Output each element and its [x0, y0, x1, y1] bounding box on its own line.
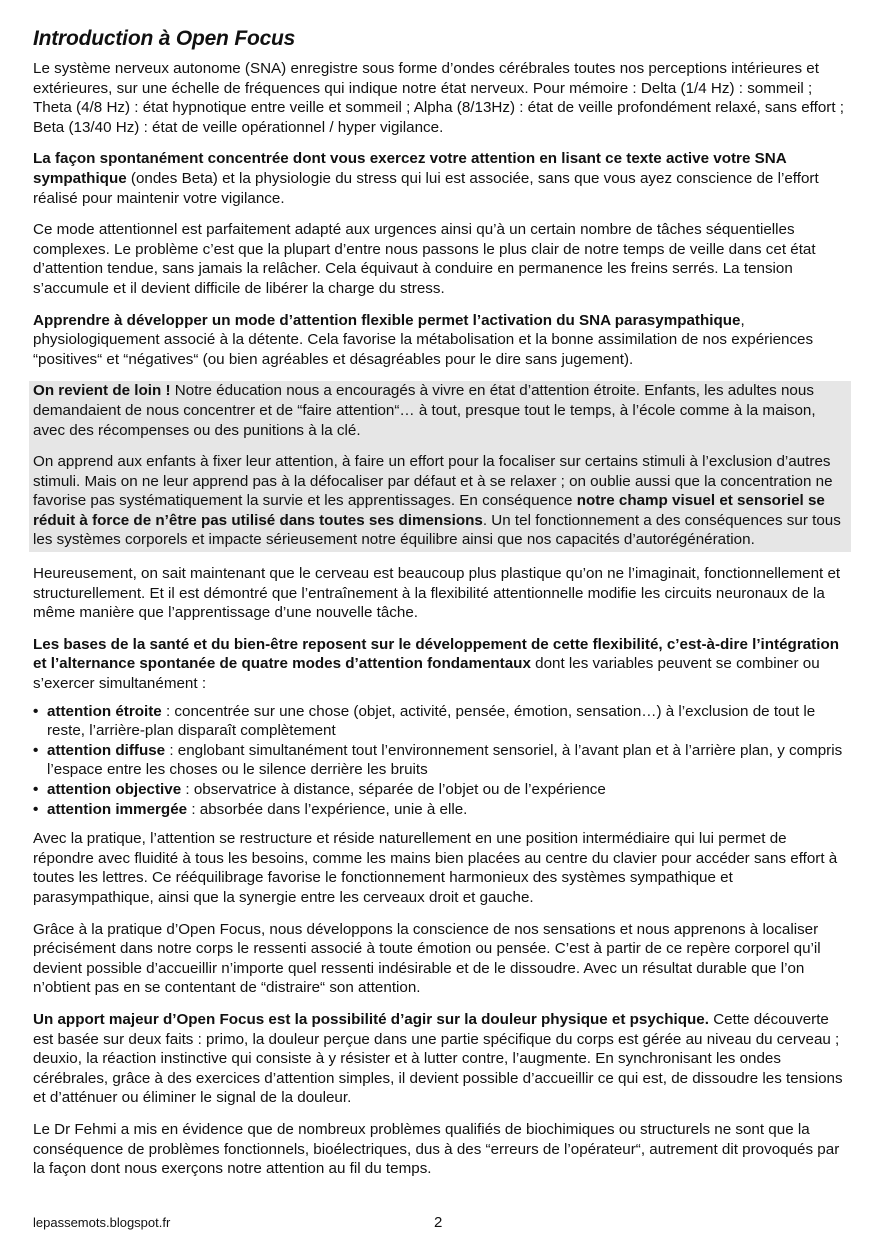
paragraph-sympathique — [33, 149, 851, 208]
shaded-background — [29, 381, 851, 552]
bullet-term: attention étroite — [47, 702, 162, 720]
paragraph-open-focus: Grâce à la pratique d’Open Focus, nous développons la conscience de nos sensations et nous apprenons à localiser précisément dans notre corps le ressenti associé à toute émotion ou pensée. C’est à partir de ce repère corporel qu’il devient possible d’accueillir n’importe quel ressenti indésirable et de le dissoudre. Avec un résultat durable que l’on n’obtient pas en se contentant de “distraire“ son attention. — [33, 920, 821, 997]
list-item — [33, 741, 851, 780]
footer-site: lepassemots.blogspot.fr — [33, 1215, 171, 1230]
paragraph-text: dont les variables peuvent se combiner ou s’exercer simultanément : — [33, 655, 820, 693]
document-page — [33, 27, 851, 1191]
bullet-desc: : englobant simultanément tout l’environnement sensoriel, à l’avant plan et à l’arrière plan, y compris l’espace entre les choses ou le silence derrière les bruits — [47, 741, 843, 779]
list-item — [33, 800, 851, 820]
paragraph-enfants — [33, 452, 851, 552]
paragraph-mode-attentionnel: Ce mode attentionnel est parfaitement adapté aux urgences ainsi qu’à un certain nombre de tâches séquentielles complexes. Le problème c’est que la plupart d’entre nous passons le plus clair de notre temps de veille dans cet état d’attention tendue, sans jamais la relâcher. Cela équivaut à conduire en permanence les freins serrés. La tension s’accumule et il devient difficile de libérer la charge du stress. — [33, 221, 816, 297]
list-item — [33, 780, 851, 800]
bullet-desc: : concentrée sur une chose (objet, activité, pensée, émotion, sensation…) à l’exclusion de tout le reste, l’arrière-plan disparaît complètement — [47, 702, 816, 740]
list-item — [33, 702, 851, 741]
page-number: 2 — [434, 1214, 443, 1231]
bold-text: notre champ visuel et sensoriel se réduit à force de n’être pas utilisé dans toutes ses dimensions — [33, 492, 825, 529]
bullet-term: attention objective — [47, 781, 182, 798]
bullet-desc: : absorbée dans l’expérience, unie à elle. — [187, 800, 468, 818]
paragraph-text: (ondes Beta) et la physiologie du stress qui lui est associée, sans que vous ayez conscience de l’effort réalisé pour maintenir votre vigilance. — [33, 169, 819, 207]
bold-text: Apprendre à développer un mode d’attention flexible permet l’activation du SNA parasympathique — [33, 311, 741, 329]
paragraph-text: , physiologiquement associé à la détente. Cela favorise la métabolisation et la bonne assimilation de nos expériences “positives“ et “négatives“ (ou bien agréables et désagréables pour le dire sans jugement). — [33, 311, 814, 368]
bullet-term: attention diffuse — [47, 741, 166, 759]
bold-text: Un apport majeur d’Open Focus est la possibilité d’agir sur la douleur physique et psychique. — [33, 1010, 709, 1028]
bullet-term: attention immergée — [47, 800, 188, 818]
bold-text: On revient de loin ! — [33, 382, 171, 400]
bullet-desc: : observatrice à distance, séparée de l’objet ou de l’expérience — [181, 781, 606, 798]
paragraph-plasticite: Heureusement, on sait maintenant que le cerveau est beaucoup plus plastique qu’on ne l’imaginait, fonctionnellement et structurellement. Et il est démontré que l’entraînement à la flexibilité attentionnelle modifie les circuits neuronaux de la même manière que l’apprentissage d’une nouvelle tâche. — [33, 565, 841, 622]
paragraph-bases-sante — [33, 635, 851, 694]
paragraph-sna: Le système nerveux autonome (SNA) enregistre sous forme d’ondes cérébrales toutes nos perceptions intérieures et extérieures, sur une échelle de fréquences qui indique notre état nerveux. Pour mémoire : Delta (1/4 Hz) : sommeil ; Theta (4/8 Hz) : état hypnotique entre veille et sommeil ; Alpha (8/13Hz) : état de veille profondément relaxé, sans effort ; Beta (13/40 Hz) : état de veille opérationnel / hyper vigilance. — [33, 60, 844, 136]
paragraph-parasympathique — [33, 311, 851, 370]
paragraph-education — [33, 381, 851, 452]
paragraph-pratique: Avec la pratique, l’attention se restructure et réside naturellement en une position intermédiaire qui lui permet de répondre avec fluidité à tous les besoins, comme les mains bien placées au centre du clavier pour accéder sans effort à toutes les lettres. Ce rééquilibrage favorise le fonctionnement harmonieux des systèmes sympathique et parasympathique, ainsi que la synergie entre les cerveaux droit et gauche. — [33, 830, 838, 906]
attention-modes-list — [33, 702, 851, 820]
paragraph-text: Notre éducation nous a encouragés à vivre en état d’attention étroite. Enfants, les adultes nous demandaient de nous concentrer et de “faire attention“… à tout, presque tout le temps, à l’école comme à la maison, avec des récompenses ou des punitions à la clé. — [33, 382, 816, 439]
paragraph-text: On apprend aux enfants à fixer leur attention, à faire un effort pour la focaliser sur certains stimuli à l’exclusion d’autres stimuli. Mais on ne leur apprend pas à la défocaliser par défaut et à se relaxer ; on oublie aussi que la concentration ne favorise pas systématiquement la survie et les apprentissages. En conséquence — [33, 453, 833, 510]
paragraph-text: Cette découverte est basée sur deux faits : primo, la douleur perçue dans une partie spécifique du corps est gérée au niveau du cerveau ; deuxio, la réaction instinctive qui consiste à y résister et à lutter contre, l’augmente. En synchronisant les ondes cérébrales, grâce à des exercices d’attention simples, il devient possible d’accueillir ce qui est, de dissoudre les tensions et d’atténuer ou éliminer le signal de la douleur. — [33, 1010, 843, 1107]
bold-text: Les bases de la santé et du bien-être reposent sur le développement de cette flexibilité, c’est-à-dire l’intégration et l’alternance spontanée de quatre modes d’attention fondamentaux — [33, 635, 840, 673]
paragraph-fehmi: Le Dr Fehmi a mis en évidence que de nombreux problèmes qualifiés de biochimiques ou structurels ne sont que la conséquence de problèmes fonctionnels, bioélectriques, dus à des “erreurs de l’opérateur“, autrement dit provoqués par la façon dont nous exerçons notre attention au fil du temps. — [33, 1120, 840, 1178]
page-title: Introduction à Open Focus — [33, 27, 296, 50]
paragraph-text: . Un tel fonctionnement a des conséquences sur tous les systèmes corporels et impacte sérieusement notre équilibre ainsi que nos capacités d’autorégénération. — [33, 511, 841, 549]
bold-text: La façon spontanément concentrée dont vous exercez votre attention en lisant ce texte active votre SNA sympathique — [33, 150, 787, 187]
highlighted-block — [33, 381, 851, 552]
paragraph-douleur — [33, 1010, 851, 1108]
